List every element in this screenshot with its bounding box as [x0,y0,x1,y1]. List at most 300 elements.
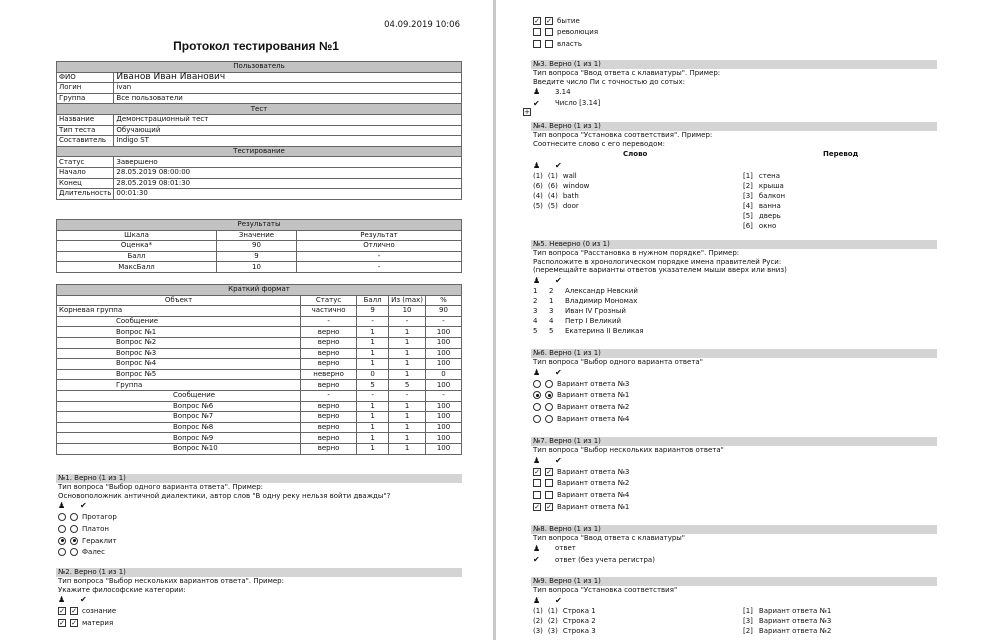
order-cell: 1 [549,297,554,306]
pct-cell: 100 [426,412,462,423]
pct-cell: 100 [426,380,462,391]
table-row [57,348,462,359]
option-label: материя [82,618,114,627]
correct-checkbox-icon: ✓ [71,607,77,616]
field-value: 00:01:30 [114,189,462,200]
pct-cell: - [426,316,462,327]
match-left-part: (1) [533,607,543,616]
status-cell: - [301,316,357,327]
cell: - [297,262,462,273]
correct-checkbox-icon: ✓ [546,16,552,25]
correct-radio-icon [70,513,78,521]
user-radio-icon [58,548,66,556]
pct-cell: 100 [426,359,462,370]
correct-radio-icon [70,525,78,533]
correct-checkbox-icon [545,28,553,36]
order-cell: 2 [549,287,554,296]
match-left-part: Строка 3 [562,627,596,636]
user-checkbox-icon [533,40,541,48]
max-cell: 1 [389,443,426,454]
max-cell: 1 [389,348,426,359]
match-left-part: window [562,182,590,191]
max-cell: 1 [389,327,426,338]
match-left-part: wall [562,172,577,181]
answer-legend [531,455,937,467]
match-left-part: (2) [547,617,558,626]
match-row [531,201,937,211]
order-row [531,326,937,336]
question-text: Тип вопроса "Расстановка в нужном порядке". Пример: [533,249,740,257]
match-left-part: (3) [533,627,543,636]
match-right-part: [2] [743,182,753,191]
status-cell: верно [301,337,357,348]
user-checkbox-icon [533,491,541,499]
field-value: Демонстрационный тест [114,114,462,125]
status-cell: верно [301,348,357,359]
match-left-part: (1) [533,172,543,181]
column-header: Значение [217,230,297,241]
question-text: Расположите в хронологическом порядке имена правителей Руси: [533,257,782,266]
answer-option [531,401,937,413]
question-status-bar: №3. Верно (1 из 1) [531,60,937,69]
option-label: Фалес [82,548,105,557]
user-radio-icon [58,537,66,545]
answer-option [56,512,462,524]
report-datetime: 04.09.2019 10:06 [384,20,460,30]
field-value: Завершено [114,157,462,168]
order-cell: 3 [533,307,538,316]
translation-column-header: Перевод [823,149,859,158]
answer-option [56,535,462,547]
match-right-part: стена [758,172,781,181]
option-label: Гераклит [82,536,117,545]
correct-radio-icon [545,403,553,411]
max-cell: 1 [389,337,426,348]
page-title: Протокол тестирования №1 [173,39,339,53]
answer-legend [56,594,462,606]
user-radio-icon [58,513,66,521]
results-table [56,219,462,273]
field-label: Начало [57,167,114,178]
order-cell: Иван IV Грозный [565,307,626,316]
person-icon: ♟ [533,275,541,285]
field-value: 28.05.2019 08:00:00 [114,167,462,178]
status-cell: частично [301,306,357,317]
question-2-continued [531,15,937,50]
object-cell: Вопрос №7 [57,412,301,423]
question-text: Тип вопроса "Установка соответствия" [533,586,678,594]
answer-option [531,38,937,50]
match-left [533,192,743,200]
object-cell: Корневая группа [57,306,301,317]
person-icon: ♟ [533,595,541,605]
field-label: Статус [57,157,114,168]
user-checkbox-icon: ✓ [59,607,65,616]
object-cell: Вопрос №9 [57,433,301,444]
expand-icon[interactable]: + [524,108,530,116]
user-checkbox-icon [533,28,541,36]
max-cell: 1 [389,359,426,370]
object-cell: Вопрос №5 [57,369,301,380]
user-radio-icon [533,391,541,399]
match-left-part: (6) [533,182,543,191]
table-row [57,422,462,433]
question-text: Основоположник античной диалектики, автор слов "В одну реку нельзя войти дважды"? [58,491,391,500]
score-cell: 1 [357,327,389,338]
field-value: Иванов Иван Иванович [114,72,462,83]
correct-checkbox-icon: ✓ [546,502,552,511]
pct-cell: 100 [426,337,462,348]
user-info-table [56,61,462,200]
field-value: Обучающий [114,125,462,136]
question-text: Тип вопроса "Ввод ответа с клавиатуры" [533,534,686,542]
score-cell: 1 [357,412,389,423]
answer-option [531,390,937,402]
match-left-part: Строка 1 [562,607,596,616]
question-text: Соотнесите слово с его переводом: [533,139,666,148]
question-status-bar: №5. Неверно (0 из 1) [531,240,937,249]
object-cell: Вопрос №1 [57,327,301,338]
table-row [57,443,462,454]
score-cell: 1 [357,359,389,370]
pct-cell: 100 [426,433,462,444]
checkmark-icon: ✔ [80,501,87,511]
question-text: Тип вопроса "Выбор нескольких вариантов ответа" [533,446,724,454]
status-cell: верно [301,380,357,391]
order-row [531,306,937,316]
column-header: Шкала [57,230,217,241]
question-5 [531,240,937,336]
order-cell: Владимир Мономах [565,297,638,306]
max-cell: 5 [389,380,426,391]
answer-option [531,15,937,27]
cell: Оценка* [57,241,217,252]
user-answer-text: 3.14 [555,87,571,96]
match-left-part: (3) [547,627,558,636]
column-header: Результат [297,230,462,241]
answer-legend [531,367,937,379]
match-left-part: (6) [547,182,558,191]
pct-cell: - [426,390,462,401]
match-right-part: ванна [758,202,781,211]
option-label: Вариант ответа №3 [557,467,630,476]
answer-option [56,606,462,618]
order-row [531,316,937,326]
option-label: власть [557,39,582,48]
option-label: Протагор [82,513,117,522]
object-cell: Вопрос №3 [57,348,301,359]
option-label: Вариант ответа №4 [557,491,630,500]
user-checkbox-icon: ✓ [59,618,65,627]
question-6 [531,349,937,424]
status-cell: - [301,390,357,401]
column-header: % [426,295,462,306]
table-row [57,359,462,370]
user-radio-icon [533,415,541,423]
max-cell: 1 [389,412,426,423]
question-status-bar: №4. Верно (1 из 1) [531,122,937,131]
table-row [57,337,462,348]
match-right-part: [3] [743,617,753,626]
user-checkbox-icon [533,479,541,487]
max-cell: 1 [389,422,426,433]
word-column-header: Слово [623,149,648,158]
cell: 10 [217,262,297,273]
order-cell: Екатерина II Великая [565,327,644,336]
checkmark-icon: ✔ [555,455,562,465]
match-left [533,627,743,635]
score-cell: 1 [357,337,389,348]
checkmark-icon: ✔ [533,555,540,565]
question-text: Тип вопроса "Установка соответствия". Пример: [533,131,713,139]
table-row [57,369,462,380]
object-cell: Группа [57,380,301,391]
answer-legend [56,500,462,512]
match-left-part: (4) [533,192,543,201]
max-cell: 10 [389,306,426,317]
question-3 [531,60,937,109]
person-icon: ♟ [533,367,541,377]
correct-checkbox-icon [545,491,553,499]
user-checkbox-icon: ✓ [534,16,540,25]
checkmark-icon: ✔ [80,595,87,605]
field-value: Indigo ST [114,136,462,147]
field-value: ivan [114,83,462,94]
field-label: Тип теста [57,125,114,136]
match-left-part: (5) [533,202,543,211]
column-header: Балл [357,295,389,306]
question-text: (перемещайте варианты ответов указателем мыши вверх или вниз) [533,266,787,274]
question-status-bar: №7. Верно (1 из 1) [531,437,937,446]
field-label: Логин [57,83,114,94]
user-radio-icon [58,525,66,533]
field-label: Группа [57,93,114,104]
status-cell: верно [301,443,357,454]
match-right-part: [5] [743,212,753,221]
match-left-part: (1) [547,607,558,616]
match-right-part: дверь [758,212,781,221]
match-row [531,616,937,626]
person-icon: ♟ [533,543,541,553]
table-header: Тестирование [57,146,462,157]
question-status-bar: №6. Верно (1 из 1) [531,349,937,358]
correct-radio-icon [545,380,553,388]
column-header: Объект [57,295,301,306]
score-cell: - [357,316,389,327]
user-checkbox-icon: ✓ [534,502,540,511]
match-row [531,171,937,181]
field-value: Все пользователи [114,93,462,104]
table-row [57,316,462,327]
answer-option [531,27,937,39]
pct-cell: 90 [426,306,462,317]
pct-cell: 100 [426,401,462,412]
match-left [533,617,743,625]
score-cell: 1 [357,422,389,433]
question-2 [56,568,462,629]
max-cell: - [389,390,426,401]
score-cell: 1 [357,401,389,412]
match-right-part: Вариант ответа №2 [758,627,832,636]
match-right-part: [1] [743,607,753,616]
option-label: Вариант ответа №4 [557,414,630,423]
field-label: Название [57,114,114,125]
question-status-bar: №2. Верно (1 из 1) [56,568,462,577]
match-left-part: (5) [547,202,558,211]
max-cell: 1 [389,433,426,444]
table-row [57,390,462,401]
status-cell: верно [301,401,357,412]
object-cell: Сообщение [57,390,301,401]
option-label: Вариант ответа №1 [557,502,630,511]
option-label: Вариант ответа №2 [557,479,630,488]
table-header: Результаты [57,220,462,231]
correct-answer-text: ответ (без учета регистра) [555,555,655,564]
correct-checkbox-icon [545,479,553,487]
score-cell: 9 [357,306,389,317]
answer-option [531,489,937,501]
match-left-part: door [562,202,579,211]
question-text: Укажите философские категории: [58,585,186,594]
order-cell: 1 [533,287,538,296]
person-icon: ♟ [533,160,541,170]
match-row [531,221,937,231]
question-text: Тип вопроса "Выбор нескольких вариантов ответа". Пример: [58,577,284,585]
cell: Отлично [297,241,462,252]
option-label: сознание [82,607,117,616]
option-label: революция [557,28,599,37]
correct-checkbox-icon [545,40,553,48]
pct-cell: 0 [426,369,462,380]
match-row [531,606,937,616]
pct-cell: 100 [426,348,462,359]
order-cell: 2 [533,297,538,306]
score-cell: - [357,390,389,401]
option-label: Вариант ответа №1 [557,391,630,400]
order-row [531,286,937,296]
status-cell: неверно [301,369,357,380]
table-row [57,327,462,338]
answer-option [531,466,937,478]
order-cell: 4 [549,317,554,326]
order-row [531,296,937,306]
score-cell: 1 [357,433,389,444]
answer-legend [531,595,937,607]
match-left [533,202,743,210]
table-row [57,380,462,391]
correct-checkbox-icon: ✓ [546,467,552,476]
brief-format-table [56,284,462,455]
cell: МаксБалл [57,262,217,273]
correct-checkbox-icon: ✓ [71,618,77,627]
field-label: Длительность [57,189,114,200]
score-cell: 5 [357,380,389,391]
correct-answer-text: Число [3.14] [555,99,601,108]
table-header: Пользователь [57,62,462,73]
question-status-bar: №8. Верно (1 из 1) [531,525,937,534]
match-row [531,211,937,221]
status-cell: верно [301,327,357,338]
question-7 [531,437,937,512]
score-cell: 1 [357,443,389,454]
object-cell: Вопрос №6 [57,401,301,412]
checkmark-icon: ✔ [533,98,540,108]
table-header: Тест [57,104,462,115]
correct-radio-icon [545,391,553,399]
max-cell: 1 [389,401,426,412]
status-cell: верно [301,422,357,433]
score-cell: 0 [357,369,389,380]
match-right-part: Вариант ответа №1 [758,607,832,616]
question-status-bar: №9. Верно (1 из 1) [531,577,937,586]
user-radio-icon [533,403,541,411]
checkmark-icon: ✔ [555,595,562,605]
answer-option [56,546,462,558]
cell: - [297,251,462,262]
question-status-bar: №1. Верно (1 из 1) [56,474,462,483]
object-cell: Вопрос №2 [57,337,301,348]
answer-option [56,523,462,535]
option-label: бытие [557,16,580,25]
match-left-part: (2) [533,617,543,626]
table-row [57,306,462,317]
field-label: Составитель [57,136,114,147]
question-text: Тип вопроса "Выбор одного варианта ответа" [533,358,703,366]
order-cell: 3 [549,307,554,316]
pct-cell: 100 [426,422,462,433]
correct-radio-icon [70,548,78,556]
match-column-headers [531,148,937,160]
match-left [533,607,743,615]
object-cell: Вопрос №8 [57,422,301,433]
table-row [57,412,462,423]
match-row [531,181,937,191]
answer-option [531,501,937,513]
score-cell: 1 [357,348,389,359]
user-answer [531,543,937,555]
match-left-part: (4) [547,192,558,201]
order-cell: Петр I Великий [565,317,622,326]
field-label: Конец [57,178,114,189]
cell: 90 [217,241,297,252]
checkmark-icon: ✔ [555,160,562,170]
max-cell: 1 [389,369,426,380]
correct-answer [531,98,937,110]
match-right-part: балкон [758,192,786,201]
match-right-part: [2] [743,627,753,636]
order-cell: 4 [533,317,538,326]
match-left-part: Строка 2 [562,617,596,626]
match-right-part: [3] [743,192,753,201]
user-radio-icon [533,380,541,388]
column-header: Из (max) [389,295,426,306]
pct-cell: 100 [426,327,462,338]
answer-legend [531,275,937,287]
correct-radio-icon [70,537,78,545]
field-value: 28.05.2019 08:01:30 [114,178,462,189]
table-row [57,401,462,412]
match-left-part: bath [562,192,579,201]
page-divider [493,0,496,640]
status-cell: верно [301,359,357,370]
question-text: Тип вопроса "Ввод ответа с клавиатуры". Пример: [533,69,721,77]
table-header: Краткий формат [57,285,462,296]
object-cell: Сообщение [57,316,301,327]
option-label: Платон [82,524,109,533]
user-checkbox-icon: ✓ [534,467,540,476]
user-answer [531,86,937,98]
match-right-part: [6] [743,222,753,231]
